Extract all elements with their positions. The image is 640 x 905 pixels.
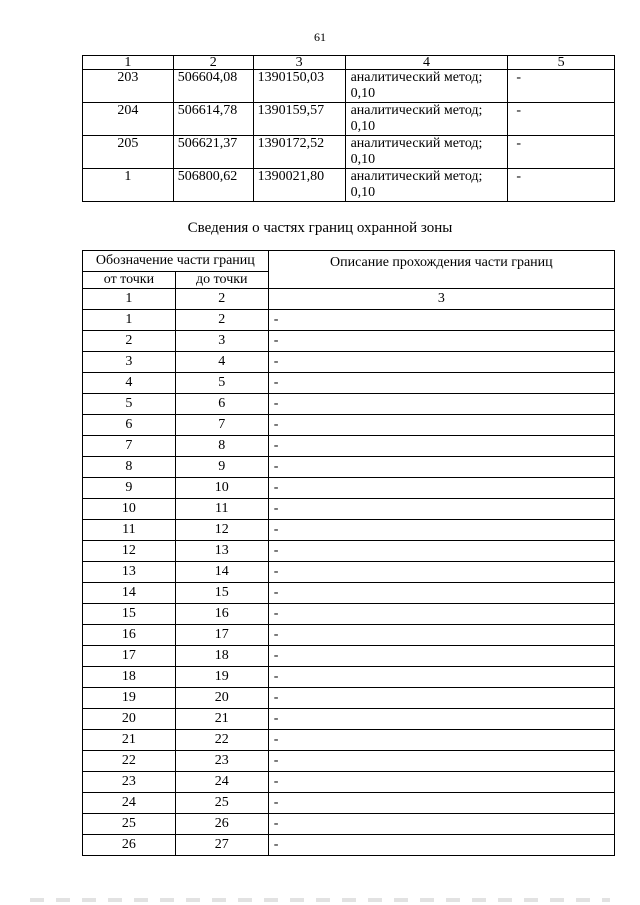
description-header: Описание прохождения части границ [268, 251, 614, 289]
boundary-part-row [83, 814, 615, 835]
y-coordinate: 1390150,03 [253, 70, 345, 103]
point-number: 204 [83, 103, 174, 136]
note-cell: - [508, 70, 615, 103]
to-point-header: до точки [175, 272, 268, 289]
part-description: - [268, 499, 614, 520]
method-text: аналитический метод; [350, 169, 483, 184]
column-number-header: 4 [345, 56, 508, 70]
part-description: - [268, 352, 614, 373]
part-description: - [268, 730, 614, 751]
part-description: - [268, 688, 614, 709]
from-point: 20 [83, 709, 176, 730]
part-description: - [268, 625, 614, 646]
boundary-part-row [83, 499, 615, 520]
from-point: 26 [83, 835, 176, 856]
from-point: 12 [83, 541, 176, 562]
to-point: 3 [175, 331, 268, 352]
boundary-part-row [83, 562, 615, 583]
boundary-part-row [83, 541, 615, 562]
determination-method [345, 103, 508, 136]
part-description: - [268, 562, 614, 583]
part-description: - [268, 457, 614, 478]
from-point: 19 [83, 688, 176, 709]
boundary-part-row [83, 835, 615, 856]
y-coordinate: 1390159,57 [253, 103, 345, 136]
from-point: 13 [83, 562, 176, 583]
to-point: 25 [175, 793, 268, 814]
part-description: - [268, 793, 614, 814]
boundary-part-row [83, 646, 615, 667]
to-point: 13 [175, 541, 268, 562]
part-description: - [268, 604, 614, 625]
from-point: 25 [83, 814, 176, 835]
boundary-part-row [83, 772, 615, 793]
designation-header: Обозначение части границ [83, 251, 269, 272]
y-coordinate: 1390172,52 [253, 136, 345, 169]
determination-method [345, 70, 508, 103]
part-description: - [268, 583, 614, 604]
y-coordinate: 1390021,80 [253, 169, 345, 202]
from-point: 24 [83, 793, 176, 814]
accuracy-value: 0,10 [350, 86, 376, 101]
determination-method [345, 169, 508, 202]
method-text: аналитический метод; [350, 70, 483, 85]
boundary-part-row [83, 352, 615, 373]
part-description: - [268, 814, 614, 835]
point-number: 205 [83, 136, 174, 169]
from-point: 16 [83, 625, 176, 646]
to-point: 27 [175, 835, 268, 856]
part-description: - [268, 541, 614, 562]
to-point: 19 [175, 667, 268, 688]
part-description: - [268, 415, 614, 436]
column-number-header: 1 [83, 56, 174, 70]
boundary-part-row [83, 751, 615, 772]
column-number-header: 2 [175, 289, 268, 310]
boundary-part-row [83, 310, 615, 331]
accuracy-value: 0,10 [350, 119, 376, 134]
part-description: - [268, 520, 614, 541]
coordinate-row [83, 136, 615, 169]
column-number-header: 3 [253, 56, 345, 70]
from-point: 2 [83, 331, 176, 352]
from-point: 8 [83, 457, 176, 478]
column-number-header: 1 [83, 289, 176, 310]
point-number: 1 [83, 169, 174, 202]
from-point: 6 [83, 415, 176, 436]
x-coordinate: 506604,08 [173, 70, 253, 103]
note-cell: - [508, 169, 615, 202]
page-number: 61 [314, 30, 326, 44]
to-point: 2 [175, 310, 268, 331]
to-point: 24 [175, 772, 268, 793]
part-description: - [268, 667, 614, 688]
to-point: 6 [175, 394, 268, 415]
from-point: 11 [83, 520, 176, 541]
part-description: - [268, 772, 614, 793]
to-point: 22 [175, 730, 268, 751]
coordinate-row [83, 103, 615, 136]
from-point: 23 [83, 772, 176, 793]
section-title: Сведения о частях границ охранной зоны [187, 220, 453, 236]
coordinate-row [83, 169, 615, 202]
boundary-part-row [83, 394, 615, 415]
column-number-header: 2 [173, 56, 253, 70]
to-point: 21 [175, 709, 268, 730]
from-point: 9 [83, 478, 176, 499]
from-point-header: от точки [83, 272, 176, 289]
boundary-part-row [83, 436, 615, 457]
to-point: 8 [175, 436, 268, 457]
boundary-part-row [83, 625, 615, 646]
from-point: 17 [83, 646, 176, 667]
part-description: - [268, 310, 614, 331]
method-text: аналитический метод; [350, 103, 483, 118]
parts-table-number-row [83, 289, 615, 310]
point-number: 203 [83, 70, 174, 103]
x-coordinate: 506800,62 [173, 169, 253, 202]
from-point: 1 [83, 310, 176, 331]
boundary-part-row [83, 478, 615, 499]
from-point: 18 [83, 667, 176, 688]
from-point: 3 [83, 352, 176, 373]
accuracy-value: 0,10 [350, 185, 376, 200]
boundary-part-row [83, 415, 615, 436]
from-point: 5 [83, 394, 176, 415]
to-point: 15 [175, 583, 268, 604]
to-point: 10 [175, 478, 268, 499]
part-description: - [268, 709, 614, 730]
to-point: 20 [175, 688, 268, 709]
from-point: 10 [83, 499, 176, 520]
note-cell: - [508, 136, 615, 169]
part-description: - [268, 373, 614, 394]
from-point: 14 [83, 583, 176, 604]
boundary-part-row [83, 331, 615, 352]
to-point: 14 [175, 562, 268, 583]
to-point: 4 [175, 352, 268, 373]
x-coordinate: 506621,37 [173, 136, 253, 169]
x-coordinate: 506614,78 [173, 103, 253, 136]
from-point: 21 [83, 730, 176, 751]
part-description: - [268, 478, 614, 499]
to-point: 5 [175, 373, 268, 394]
part-description: - [268, 436, 614, 457]
to-point: 17 [175, 625, 268, 646]
boundary-part-row [83, 583, 615, 604]
boundary-part-row [83, 604, 615, 625]
note-cell: - [508, 103, 615, 136]
part-description: - [268, 394, 614, 415]
method-text: аналитический метод; [350, 136, 483, 151]
from-point: 7 [83, 436, 176, 457]
part-description: - [268, 646, 614, 667]
coordinates-table-header-row [83, 56, 615, 70]
to-point: 16 [175, 604, 268, 625]
part-description: - [268, 331, 614, 352]
coordinates-table [82, 55, 615, 202]
boundary-parts-table [82, 250, 615, 856]
boundary-part-row [83, 373, 615, 394]
column-number-header: 5 [508, 56, 615, 70]
determination-method [345, 136, 508, 169]
part-description: - [268, 751, 614, 772]
to-point: 9 [175, 457, 268, 478]
boundary-part-row [83, 730, 615, 751]
from-point: 4 [83, 373, 176, 394]
column-number-header: 3 [268, 289, 614, 310]
parts-table-header-row [83, 251, 615, 272]
boundary-part-row [83, 688, 615, 709]
to-point: 11 [175, 499, 268, 520]
to-point: 12 [175, 520, 268, 541]
from-point: 15 [83, 604, 176, 625]
to-point: 23 [175, 751, 268, 772]
boundary-part-row [83, 793, 615, 814]
from-point: 22 [83, 751, 176, 772]
boundary-part-row [83, 520, 615, 541]
coordinate-row [83, 70, 615, 103]
boundary-part-row [83, 667, 615, 688]
boundary-part-row [83, 457, 615, 478]
to-point: 7 [175, 415, 268, 436]
accuracy-value: 0,10 [350, 152, 376, 167]
boundary-part-row [83, 709, 615, 730]
to-point: 18 [175, 646, 268, 667]
part-description: - [268, 835, 614, 856]
scan-artifact [30, 898, 610, 902]
to-point: 26 [175, 814, 268, 835]
